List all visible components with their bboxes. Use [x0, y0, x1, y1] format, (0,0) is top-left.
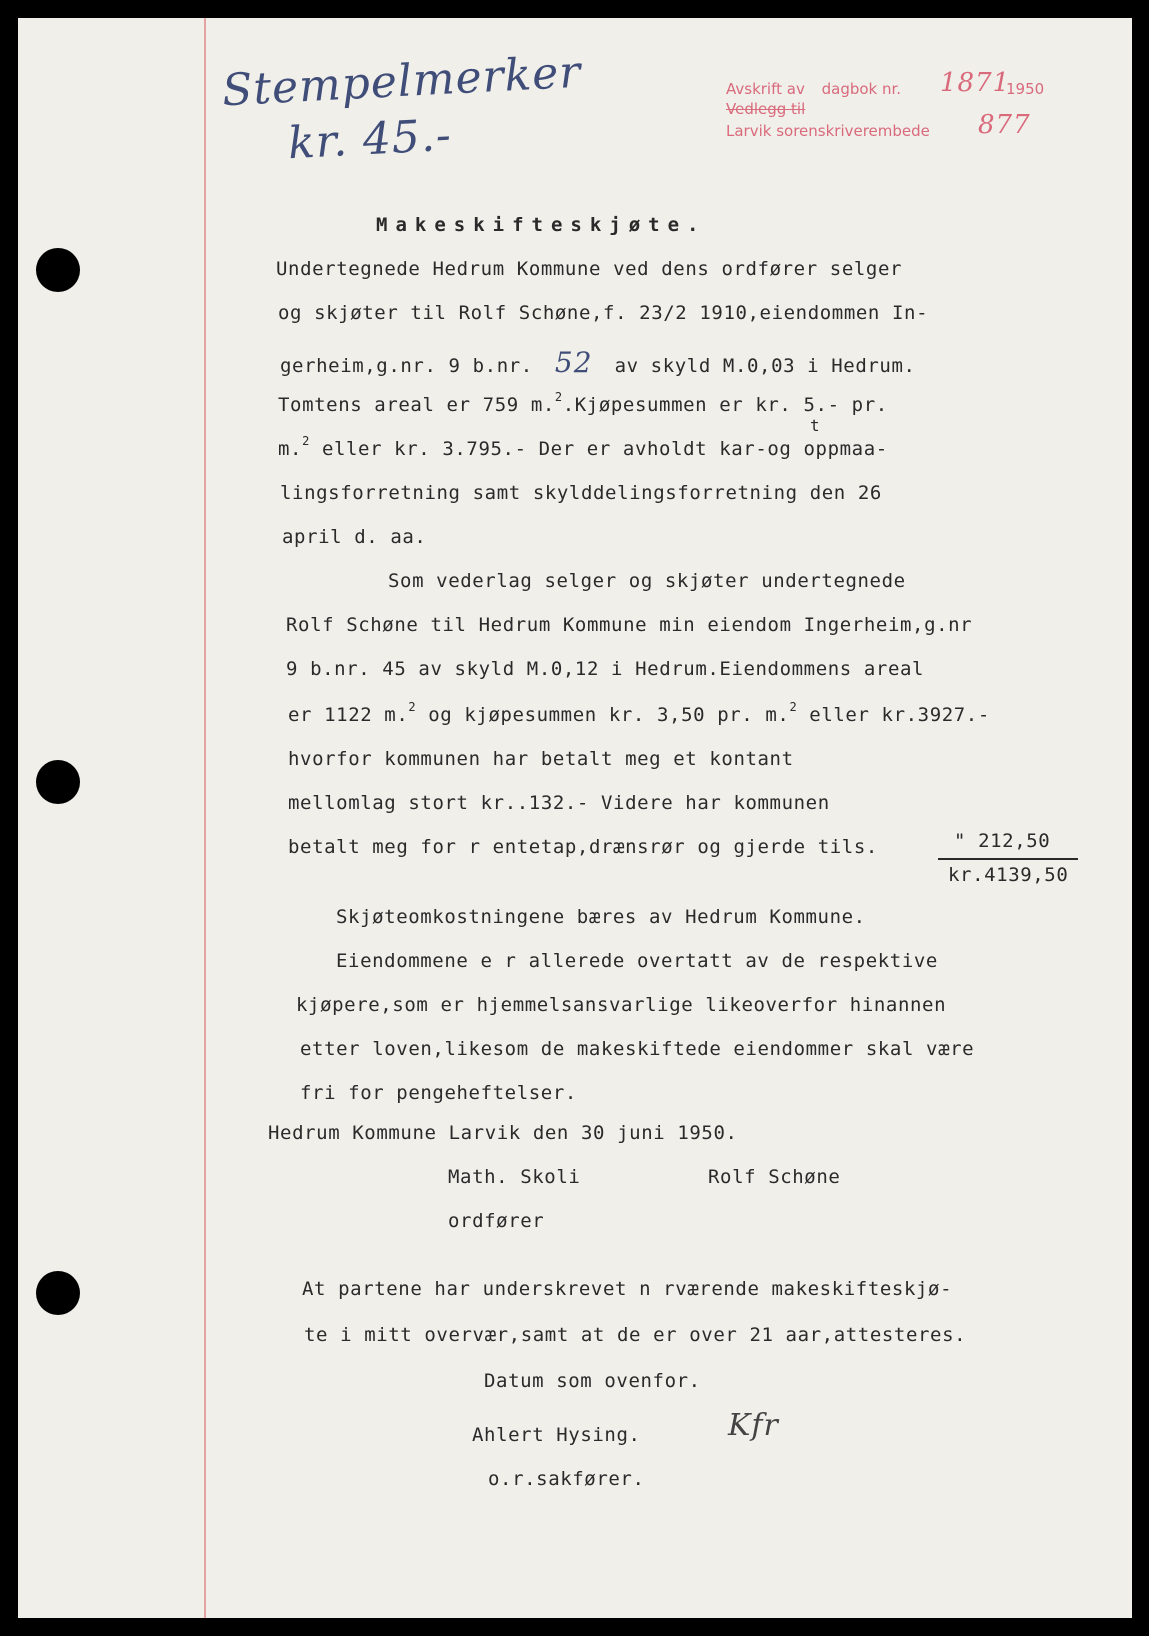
stamp-line-2: Vedlegg til — [726, 100, 806, 118]
amount-total: kr.4139,50 — [948, 864, 1069, 886]
p3-line-5: fri for pengeheftelser. — [300, 1082, 577, 1104]
signer-2: Rolf Schøne — [708, 1166, 841, 1188]
handwritten-initials: Kfr — [728, 1408, 779, 1443]
p1-line-7: april d. aa. — [282, 526, 427, 548]
handwritten-day-number: 1871 — [940, 68, 1011, 98]
handwritten-folio: 877 — [978, 110, 1031, 140]
stamp-line-1 — [726, 80, 901, 98]
attest-line-1: At partene har underskrevet n rværende makeskifteskjø- — [302, 1278, 953, 1300]
punch-hole-middle — [36, 760, 80, 804]
deed-title: Makeskifteskjøte. — [376, 214, 707, 236]
handwritten-parcel-number: 52 — [554, 346, 593, 379]
p3-line-2: Eiendommene e r allerede overtatt av de respektive — [336, 950, 938, 972]
p2-line-4: er 1122 m.$^2$ og kjøpesummen kr. 3,50 pr. m.$^2$ eller kr.3927.- — [288, 700, 990, 726]
p3-line-4: etter loven,likesom de makeskiftede eiendommer skal være — [300, 1038, 975, 1060]
amount-fencing: " 212,50 — [954, 830, 1051, 852]
p3-line-3: kjøpere,som er hjemmelsansvarlige likeoverfor hinannen — [296, 994, 947, 1016]
signer-1-role: ordfører — [448, 1210, 545, 1232]
p1-line-3: gerheim,g.nr. 9 b.nr. 52 av skyld M.0,03 i Hedrum. — [280, 346, 916, 379]
insert-t: t — [810, 416, 821, 435]
margin-line — [204, 18, 206, 1618]
sum-rule — [938, 858, 1078, 860]
p1-line-4: Tomtens areal er 759 m.$^2$.Kjøpesummen er kr. 5.- pr. — [278, 390, 888, 416]
p1-line-1: Undertegnede Hedrum Kommune ved dens ordfører selger — [276, 258, 903, 280]
punch-hole-top — [36, 248, 80, 292]
handwritten-stamp-note: Stempelmerker — [220, 46, 583, 117]
stamp-year: 1950 — [1006, 80, 1045, 98]
handwritten-stamp-amount: kr. 45.- — [286, 109, 453, 170]
document-page — [18, 18, 1132, 1618]
stamp-copy-label: Avskrift av — [726, 80, 805, 98]
p2-line-6: mellomlag stort kr..132.- Videre har kommunen — [288, 792, 830, 814]
p1-line-5: m.$^2$ eller kr. 3.795.- Der er avholdt kar-og oppmaa- — [278, 434, 888, 460]
p2-line-5: hvorfor kommunen har betalt meg et kontant — [288, 748, 794, 770]
punch-hole-bottom — [36, 1271, 80, 1315]
stamp-daybook-label: dagbok nr. — [821, 80, 902, 98]
attest-line-3: Datum som ovenfor. — [484, 1370, 701, 1392]
p2-line-2: Rolf Schøne til Hedrum Kommune min eiendom Ingerheim,g.nr — [286, 614, 973, 636]
p1-line-2: og skjøter til Rolf Schøne,f. 23/2 1910,eiendommen In- — [278, 302, 929, 324]
place-date: Hedrum Kommune Larvik den 30 juni 1950. — [268, 1122, 738, 1144]
signer-1: Math. Skoli — [448, 1166, 581, 1188]
stamp-line-3: Larvik sorenskriverembede — [726, 122, 930, 140]
attest-signer-title: o.r.sakfører. — [488, 1468, 645, 1490]
attest-line-2: te i mitt overvær,samt at de er over 21 aar,attesteres. — [304, 1324, 967, 1346]
attest-signer: Ahlert Hysing. — [472, 1424, 641, 1446]
p3-line-1: Skjøteomkostningene bæres av Hedrum Kommune. — [336, 906, 866, 928]
p2-line-1: Som vederlag selger og skjøter undertegnede — [388, 570, 906, 592]
p2-line-3: 9 b.nr. 45 av skyld M.0,12 i Hedrum.Eiendommens areal — [286, 658, 925, 680]
p2-line-7: betalt meg for r entetap,drænsrør og gjerde tils. — [288, 836, 878, 858]
p1-line-6: lingsforretning samt skylddelingsforretning den 26 — [280, 482, 882, 504]
